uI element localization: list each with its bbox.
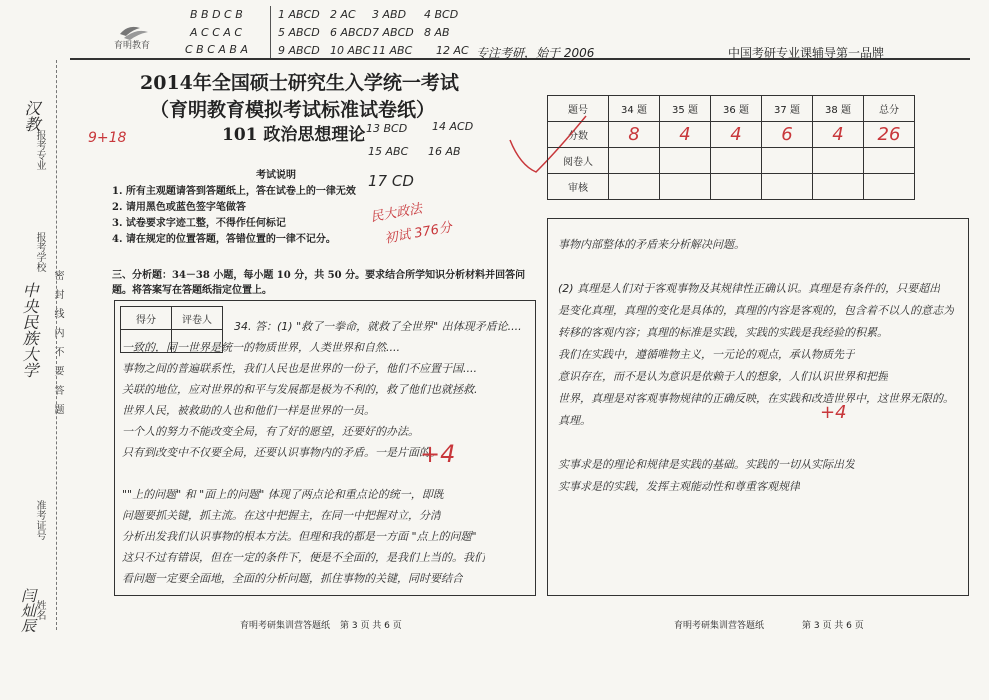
- col-total: 总分: [864, 96, 915, 122]
- major-handwritten: 汉教: [22, 100, 41, 132]
- answers-c3-2: 7 ABCD: [372, 26, 414, 39]
- score-36: 4: [711, 122, 762, 148]
- right-answer-line: (2) 真理是人们对于客观事物及其规律性正确认识。真理是有条件的，只要超出: [558, 282, 941, 295]
- label-school: 报考学校: [34, 232, 45, 272]
- answers-c2-3: 10 ABC: [330, 44, 371, 57]
- col-34: 34 题: [609, 96, 660, 122]
- exam-subtitle: （育明教育模拟考试标准试卷纸）: [150, 99, 436, 121]
- logo-text: 育明教育: [114, 41, 151, 51]
- answers-c3-3: 11 ABC: [372, 44, 413, 57]
- answers-c3-1: 3 ABD: [372, 8, 407, 21]
- score-38: 4: [813, 122, 864, 148]
- right-answer-line: 实事求是的理论和规律是实践的基础。实践的一切从实际出发: [558, 458, 855, 471]
- answers-c2-2: 6 ABCD: [330, 26, 372, 39]
- checker-label: 审核: [548, 174, 609, 200]
- instruction-3: 3. 试卷要求字迹工整，不得作任何标记: [112, 218, 286, 229]
- answers-c4-2: 8 AB: [424, 26, 450, 39]
- seal-line-text: 密 封 线 内 不 要 答 题: [52, 270, 63, 418]
- answers-14: 14 ACD: [432, 120, 474, 133]
- col-37: 37 题: [762, 96, 813, 122]
- right-answer-line: 我们在实践中，遵循唯物主义，一元论的观点，承认物质先于: [558, 348, 855, 361]
- answers-c1-1: 1 ABCD: [278, 8, 320, 21]
- col-38: 38 题: [813, 96, 864, 122]
- answers-divider: [270, 6, 271, 58]
- score-total: 26: [864, 122, 915, 148]
- col-36: 36 题: [711, 96, 762, 122]
- subject-title: 101 政治思想理论: [222, 125, 366, 145]
- instruction-1: 1. 所有主观题请答到答题纸上，答在试卷上的一律无效: [112, 186, 356, 197]
- score-34: 8: [609, 122, 660, 148]
- col-35: 35 题: [660, 96, 711, 122]
- label-exam-id: 准考证号: [34, 500, 45, 540]
- score-label: 分数: [548, 122, 609, 148]
- right-answer-line: 世界，真理是对客观事物规律的正确反映，在实践和改造世界中，这世界无限的。: [558, 392, 954, 405]
- left-answer-line: 关联的地位，应对世界的和平与发展都是极为不利的，救了他们也就拯救.: [122, 383, 478, 396]
- right-answer-line: 事物内部整体的矛盾来分析解决问题。: [558, 238, 745, 251]
- right-answer-line: 意识存在，而不是认为意识是依赖于人的想象，人们认识世界和把握: [558, 370, 888, 383]
- right-answer-line: 实事求是的实践，发挥主观能动性和尊重客观规律: [558, 480, 800, 493]
- score-35: 4: [660, 122, 711, 148]
- left-answer-line: 世界人民，被救助的人也和他们一样是世界的一员。: [122, 404, 375, 417]
- answers-c1-3: 9 ABCD: [278, 44, 320, 57]
- right-answer-line: 转移的客观内容；真理的标准是实践，实践的实践是我经验的积累。: [558, 326, 888, 339]
- footer-left-name: 育明考研集训营答题纸: [240, 621, 331, 631]
- left-answer-line: ""上的问题" 和 "面上的问题" 体现了两点论和重点论的统一，即既: [122, 488, 444, 501]
- answers-c1-2: 5 ABCD: [278, 26, 320, 39]
- slogan-left: 专注考研，始于 2006: [476, 46, 595, 60]
- answers-c4-1: 4 BCD: [424, 8, 459, 21]
- red-score-note: 9+18: [88, 130, 127, 146]
- answers-17: 17 CD: [368, 172, 414, 190]
- slogan-right: 中国考研专业课辅导第一品牌: [728, 46, 885, 60]
- right-answer-line: 真理。: [558, 414, 591, 427]
- left-answer-line: 一致的，同一世界是统一的物质世界，人类世界和自然....: [122, 341, 400, 354]
- instructions-title: 考试说明: [256, 170, 296, 181]
- grade-score-label: 得分: [121, 307, 172, 330]
- answers-row3: C B C A B A: [185, 43, 248, 56]
- right-answer-area: [547, 218, 969, 596]
- footer-right-name: 育明考研集训营答题纸: [674, 621, 765, 631]
- left-answer-line: 分析出发我们认识事物的根本方法。但理和我的都是一方面 "点上的问题": [122, 530, 477, 543]
- label-name: 姓名: [34, 600, 45, 620]
- instruction-4: 4. 请在规定的位置答题，答错位置的一律不记分。: [112, 234, 336, 245]
- answers-row2: A C C A C: [190, 26, 243, 39]
- score-table-header-label: 题号: [548, 96, 609, 122]
- answers-row1: B B D C B: [190, 8, 243, 21]
- yuming-logo: [112, 20, 170, 51]
- label-major: 报考专业: [34, 130, 45, 170]
- right-answer-line: 是变化真理，真理的变化是具体的，真理的内容是客观的，包含着不以人的意志为: [558, 304, 954, 317]
- red-plus-four-right: +4: [820, 402, 847, 423]
- footer-right-page: 第 3 页 共 6 页: [802, 621, 864, 631]
- left-answer-line: 只有到改变中不仅要全局，还要认识事物内的矛盾。一是片面的。: [122, 446, 441, 459]
- header-rule: [70, 58, 970, 60]
- section-heading: 三、分析题：34－38 小题，每小题 10 分，共 50 分。要求结合所学知识分析材料并回答问题。将答案写在答题纸指定位置上。: [112, 270, 526, 296]
- answers-c2-1: 2 AC: [330, 8, 356, 21]
- school-handwritten: 中央民族大学: [20, 282, 39, 378]
- instruction-2: 2. 请用黑色或蓝色签字笔做答: [112, 202, 246, 213]
- red-plus-four-left: +4: [420, 440, 456, 468]
- grade-grader-label: 评卷人: [172, 307, 223, 330]
- score-table: [547, 95, 915, 200]
- footer-left-page: 第 3 页 共 6 页: [340, 621, 402, 631]
- answers-16: 16 AB: [428, 145, 461, 158]
- answers-c4-3: 12 AC: [436, 44, 469, 57]
- exam-title: 2014年全国硕士研究生入学统一考试: [140, 72, 459, 94]
- left-answer-line: 这只不过有错误，但在一定的条件下，便是不全面的，是我们上当的。我们: [122, 551, 485, 564]
- left-answer-line: 一个人的努力不能改变全局，有了好的愿望，还要好的办法。: [122, 425, 419, 438]
- left-answer-line: 问题要抓关键，抓主流。在这中把握主，在同一中把握对立，分清: [122, 509, 441, 522]
- seal-line: [56, 60, 65, 630]
- left-answer-line: 看问题一定要全面地，全面的分析问题，抓住事物的关键，同时要结合: [122, 572, 463, 585]
- left-answer-line: 34. 答：(1) "救了一拳命，就救了全世界" 出体现矛盾论....: [234, 320, 522, 333]
- red-total-note: 初试 376分: [383, 220, 454, 247]
- score-37: 6: [762, 122, 813, 148]
- left-answer-line: 事物之间的普遍联系性，我们人民也是世界的一份子，他们不应置于国....: [122, 362, 477, 375]
- binding-margin: [6, 0, 63, 700]
- name-handwritten: 闫灿辰: [19, 588, 37, 633]
- answers-13: 13 BCD: [366, 122, 408, 135]
- answers-15: 15 ABC: [368, 145, 409, 158]
- red-school-note: 民大政法: [369, 201, 424, 226]
- grader-label: 阅卷人: [548, 148, 609, 174]
